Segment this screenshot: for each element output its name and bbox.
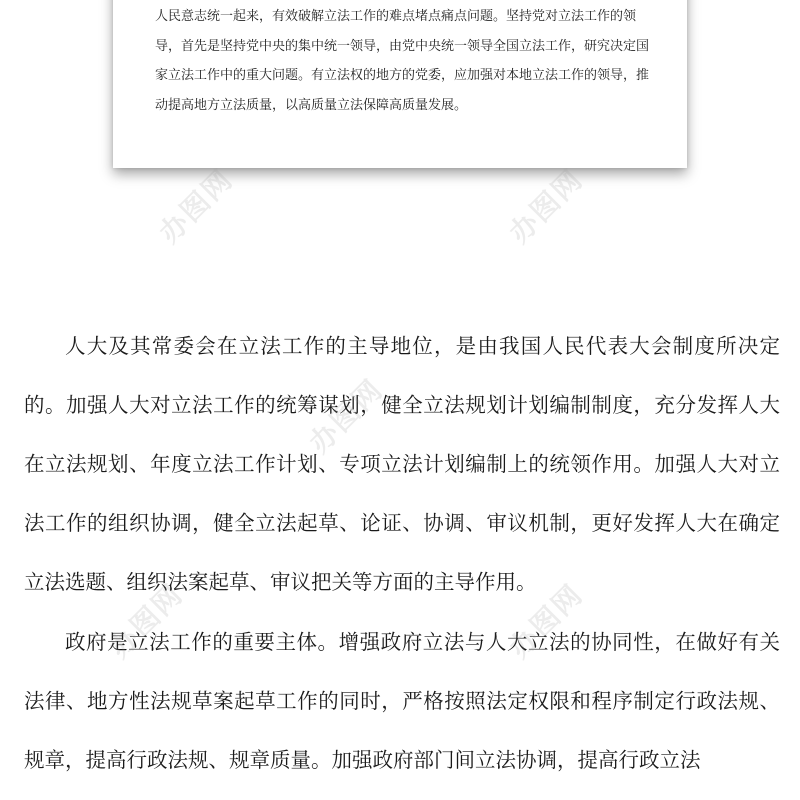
watermark-logo: 办图网 [152,162,240,250]
watermark-logo: 办图网 [502,162,590,250]
quote-card-text: 人民意志统一起来，有效破解立法工作的难点堵点痛点问题。坚持党对立法工作的领导，首先是坚持党中央的集中统一领导，由党中央统一领导全国立法工作，研究决定国家立法工作中的重大问题。有立法权的地方的党委，应加强对本地立法工作的领导，推动提高地方立法质量，以高质量立法保障高质量发展。 [155,9,650,113]
body-paragraph: 人大及其常委会在立法工作的主导地位，是由我国人民代表大会制度所决定的。加强人大对立法工作的统筹谋划，健全立法规划计划编制制度，充分发挥人大在立法规划、年度立法工作计划、专项立法计划编制上的统领作用。加强人大对立法工作的组织协调，健全立法起草、论证、协调、审议机制，更好发挥人大在确定立法选题、组织法案起草、审议把关等方面的主导作用。 [24,334,780,594]
watermark-logo: 办图网 [302,372,390,460]
watermark-logo: 办图网 [102,577,190,665]
body-paragraph: 政府是立法工作的重要主体。增强政府立法与人大立法的协同性，在做好有关法律、地方性法规草案起草工作的同时，严格按照法定权限和程序制定行政法规、规章，提高行政法规、规章质量。加强政府部门间立法协调，提高行政立法 [24,630,780,772]
quote-card [113,0,687,168]
watermark-logo: 办图网 [502,577,590,665]
